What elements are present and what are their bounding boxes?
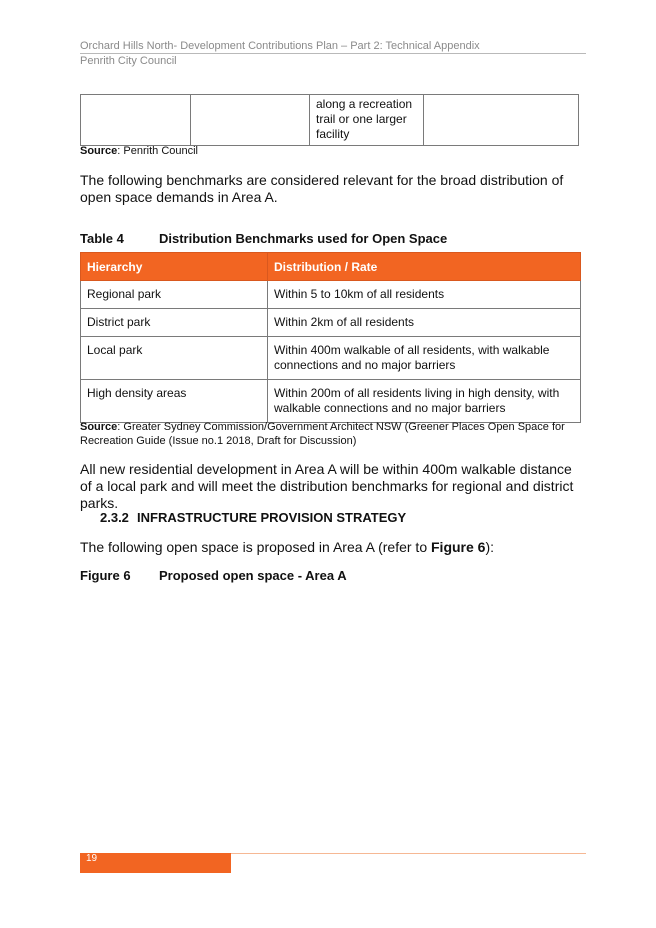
source-text: : Penrith Council (117, 145, 199, 157)
column-header: Hierarchy (81, 253, 268, 281)
source-text: : Greater Sydney Commission/Government Architect NSW (Greener Places Open Space for Recreation Guide (Issue no.1 2018, Draft for Discussion) (80, 421, 565, 447)
paragraph-text: ): (485, 539, 495, 555)
figure-caption (80, 568, 347, 583)
source-note (80, 144, 198, 158)
section-heading (100, 510, 406, 525)
continued-table (80, 94, 579, 146)
table-cell: Regional park (81, 281, 268, 309)
organization-name: Penrith City Council (80, 55, 177, 67)
section-number: 2.3.2 (100, 510, 129, 525)
body-paragraph (80, 539, 580, 556)
page-number: 19 (80, 853, 231, 873)
table-cell: Within 400m walkable of all residents, with walkable connections and no major barriers (268, 337, 581, 380)
footer-divider (230, 853, 586, 854)
table-row (81, 281, 581, 309)
figure-reference: Figure 6 (431, 539, 486, 555)
table-cell: Within 200m of all residents living in high density, with walkable connections and no major barriers (268, 380, 581, 423)
table-cell (424, 95, 579, 146)
figure-number: Figure 6 (80, 568, 131, 583)
paragraph-text: The following open space is proposed in Area A (refer to (80, 539, 431, 555)
source-label: Source (80, 421, 118, 433)
table-cell (81, 95, 191, 146)
source-note (80, 420, 580, 448)
table-caption (80, 231, 447, 246)
table-row (81, 337, 581, 380)
table-title: Distribution Benchmarks used for Open Space (159, 231, 448, 246)
figure-title: Proposed open space - Area A (159, 568, 347, 583)
table-cell: Within 5 to 10km of all residents (268, 281, 581, 309)
table-row (81, 380, 581, 423)
table-cell: High density areas (81, 380, 268, 423)
table-row (81, 309, 581, 337)
table-row (81, 95, 579, 146)
section-title: INFRASTRUCTURE PROVISION STRATEGY (137, 510, 407, 525)
table-cell: District park (81, 309, 268, 337)
table-number: Table 4 (80, 231, 124, 246)
document-title: Orchard Hills North- Development Contributions Plan – Part 2: Technical Appendix (80, 40, 480, 52)
distribution-table (80, 252, 581, 423)
table-cell: Within 2km of all residents (268, 309, 581, 337)
table-cell: along a recreation trail or one larger facility (310, 95, 424, 146)
table-header-row (81, 253, 581, 281)
column-header: Distribution / Rate (268, 253, 581, 281)
table-cell (191, 95, 310, 146)
header-divider (80, 53, 586, 54)
table-cell: Local park (81, 337, 268, 380)
body-paragraph: All new residential development in Area A will be within 400m walkable distance of a local park and will meet the distribution benchmarks for regional and district parks. (80, 461, 574, 511)
source-label: Source (80, 145, 118, 157)
intro-paragraph: The following benchmarks are considered relevant for the broad distribution of open space demands in Area A. (80, 172, 564, 205)
